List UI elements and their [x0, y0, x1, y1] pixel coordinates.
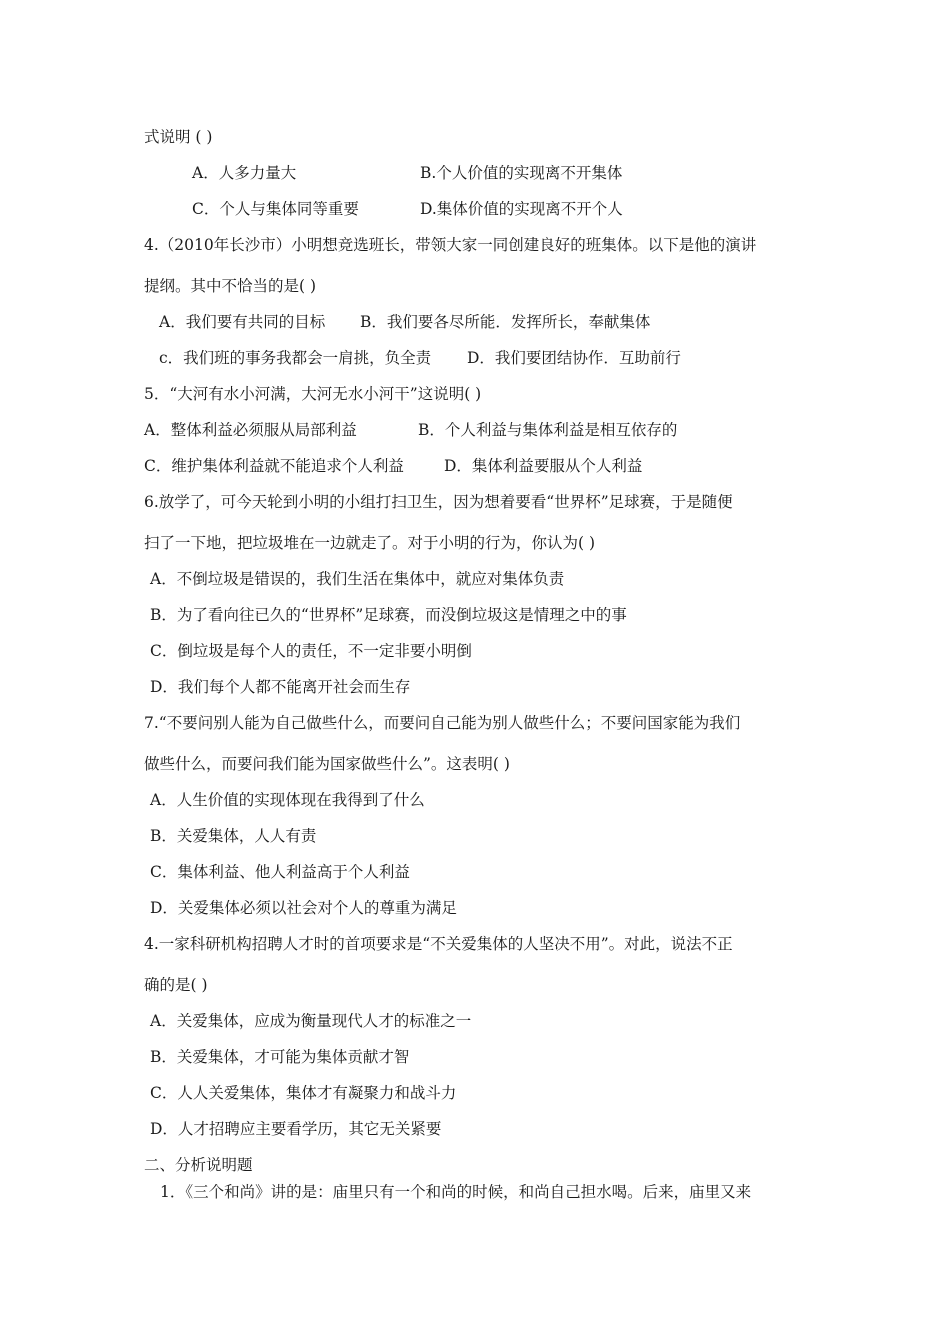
q4-option-a: A．我们要有共同的目标	[159, 313, 326, 331]
q5-stem: 5．“大河有水小河满，大河无水小河干”这说明( )	[144, 385, 482, 403]
q6-option-c: C．倒垃圾是每个人的责任，不一定非要小明倒	[150, 642, 472, 660]
q4-stem-line2: 提纲。其中不恰当的是( )	[144, 277, 317, 295]
q4-option-d: D．我们要团结协作．互助前行	[467, 349, 681, 367]
q6-stem-line1: 6.放学了，可今天轮到小明的小组打扫卫生，因为想着要看“世界杯”足球赛，于是随便	[144, 493, 733, 511]
q8-option-c: C．人人关爱集体，集体才有凝聚力和战斗力	[150, 1084, 457, 1102]
q5-option-c: C．维护集体利益就不能追求个人利益	[144, 457, 404, 475]
q3-option-c: C．个人与集体同等重要	[192, 200, 359, 218]
q6-option-b: B．为了看向往已久的“世界杯”足球赛，而没倒垃圾这是情理之中的事	[150, 606, 627, 624]
q3-stem-end: 式说明 ( )	[144, 128, 213, 146]
q4-stem-line1: 4.（2010年长沙市）小明想竞选班长，带领大家一同创建良好的班集体。以下是他的演讲	[144, 236, 757, 254]
q8-stem-line1: 4.一家科研机构招聘人才时的首项要求是“不关爱集体的人坚决不用”。对此，说法不正	[144, 935, 733, 953]
q7-stem-line2: 做些什么，而要问我们能为国家做些什么”。这表明( )	[144, 755, 510, 773]
q7-option-d: D．关爱集体必须以社会对个人的尊重为满足	[150, 899, 457, 917]
q7-option-c: C．集体利益、他人利益高于个人利益	[150, 863, 410, 881]
q7-stem-line1: 7.“不要问别人能为自己做些什么，而要问自己能为别人做些什么；不要问国家能为我们	[144, 714, 741, 732]
q8-option-b: B．关爱集体，才可能为集体贡献才智	[150, 1048, 410, 1066]
q3-option-d: D.集体价值的实现离不开个人	[420, 200, 623, 218]
q7-option-a: A．人生价值的实现体现在我得到了什么	[150, 791, 425, 809]
q6-option-a: A．不倒垃圾是错误的，我们生活在集体中，就应对集体负责	[150, 570, 565, 588]
q6-option-d: D．我们每个人都不能离开社会而生存	[150, 678, 411, 696]
section2-q1-line1: 1．《三个和尚》讲的是：庙里只有一个和尚的时候，和尚自己担水喝。后来，庙里又来	[160, 1183, 752, 1201]
q5-option-d: D．集体利益要服从个人利益	[444, 457, 643, 475]
q5-option-a: A．整体利益必须服从局部利益	[144, 421, 357, 439]
q6-stem-line2: 扫了一下地，把垃圾堆在一边就走了。对于小明的行为，你认为( )	[144, 534, 596, 552]
q8-stem-line2: 确的是( )	[144, 976, 208, 994]
q3-option-b: B.个人价值的实现离不开集体	[420, 164, 623, 182]
q5-option-b: B．个人利益与集体利益是相互依存的	[418, 421, 678, 439]
q8-option-d: D．人才招聘应主要看学历，其它无关紧要	[150, 1120, 442, 1138]
q7-option-b: B．关爱集体，人人有责	[150, 827, 317, 845]
q8-option-a: A．关爱集体，应成为衡量现代人才的标准之一	[150, 1012, 472, 1030]
section-heading: 二、分析说明题	[144, 1156, 253, 1174]
q4-option-c: c．我们班的事务我都会一肩挑，负全责	[159, 349, 432, 367]
q4-option-b: B．我们要各尽所能．发挥所长，奉献集体	[360, 313, 651, 331]
q3-option-a: A．人多力量大	[192, 164, 297, 182]
